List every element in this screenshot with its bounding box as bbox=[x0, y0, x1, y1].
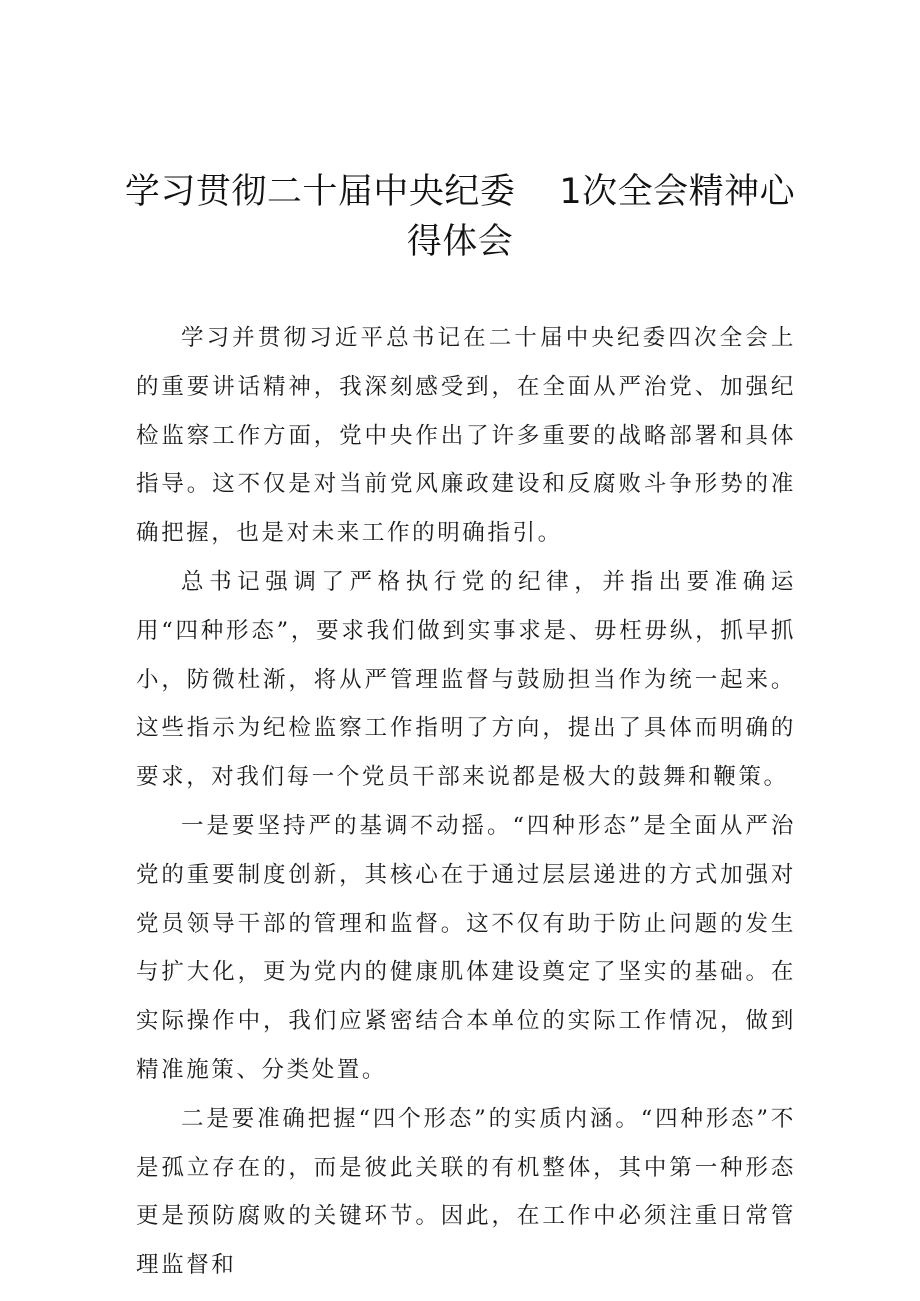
title-text-part-1: 学习贯彻二十届中央纪委 bbox=[124, 172, 516, 212]
paragraph-2: 总书记强调了严格执行党的纪律，并指出要准确运用“四种形态”，要求我们做到实事求是、毋枉毋纵，抓早抓小，防微杜渐，将从严管理监督与鼓励担当作为统一起来。这些指示为纪检监察工作指明了方向，提出了具体而明确的要求，对我们每一个党员干部来说都是极大的鼓舞和鞭策。 bbox=[136, 568, 796, 791]
document-title-line-2: 得体会 bbox=[406, 222, 514, 262]
paragraph-4: 二是要准确把握“四个形态”的实质内涵。“四种形态”不是孤立存在的，而是彼此关联的有机整体，其中第一种形态更是预防腐败的关键环节。因此，在工作中必须注重日常管理监督和 bbox=[136, 1105, 796, 1279]
paragraph-3: 一是要坚持严的基调不动摇。“四种形态”是全面从严治党的重要制度创新，其核心在于通过层层递进的方式加强对党员领导干部的管理和监督。这不仅有助于防止问题的发生与扩大化，更为党内的健康肌体建设奠定了坚实的基础。在实际操作中，我们应紧密结合本单位的实际工作情况，做到精准施策、分类处置。 bbox=[136, 812, 796, 1083]
paragraph-1: 学习并贯彻习近平总书记在二十届中央纪委四次全会上的重要讲话精神，我深刻感受到，在全面从严治党、加强纪检监察工作方面，党中央作出了许多重要的战略部署和具体指导。这不仅是对当前党风廉政建设和反腐败斗争形势的准确把握，也是对未来工作的明确指引。 bbox=[136, 325, 796, 547]
document-title-line-1 bbox=[100, 166, 820, 218]
document-body bbox=[136, 314, 796, 1290]
title-text-part-2: 1次全会精神心 bbox=[559, 172, 796, 212]
